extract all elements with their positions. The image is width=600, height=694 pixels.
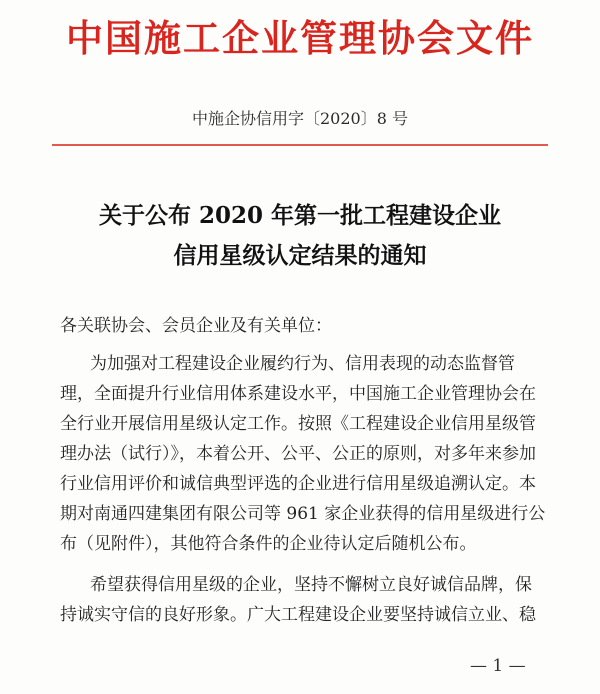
- paragraph-1-line: 期对南通四建集团有限公司等 961 家企业获得的信用星级进行公: [60, 504, 546, 524]
- paragraph-1-line: 理，全面提升行业信用体系建设水平，中国施工企业管理协会在: [60, 384, 536, 404]
- notice-title-line-1: 关于公布 2020 年第一批工程建设企业: [98, 202, 502, 229]
- paragraph-1-line: 全行业开展信用星级认定工作。按照《工程建设企业信用星级管: [60, 414, 536, 434]
- paragraph-1-line: 行业信用评价和诚信典型评选的企业进行信用星级追溯认定。本: [60, 474, 536, 494]
- masthead-title: 中国施工企业管理协会文件: [66, 17, 534, 60]
- paragraph-2-line: 希望获得信用星级的企业，坚持不懈树立良好诚信品牌，保: [90, 575, 532, 595]
- document-number: 中施企协信用字〔2020〕8 号: [192, 109, 408, 128]
- red-divider-line: [52, 144, 548, 146]
- page-number: — 1 —: [470, 656, 526, 676]
- notice-title-line-2: 信用星级认定结果的通知: [173, 242, 427, 269]
- paragraph-1-line: 为加强对工程建设企业履约行为、信用表现的动态监督管: [90, 354, 515, 374]
- paragraph-2-line: 持诚实守信的良好形象。广大工程建设企业要坚持诚信立业、稳: [60, 605, 536, 625]
- paragraph-1-line: 理办法（试行）》，本着公开、公平、公正的原则，对多年来参加: [60, 444, 536, 464]
- paragraph-1-line: 布（见附件），其他符合条件的企业待认定后随机公布。: [60, 534, 477, 554]
- salutation: 各关联协会、会员企业及有关单位：: [60, 316, 332, 336]
